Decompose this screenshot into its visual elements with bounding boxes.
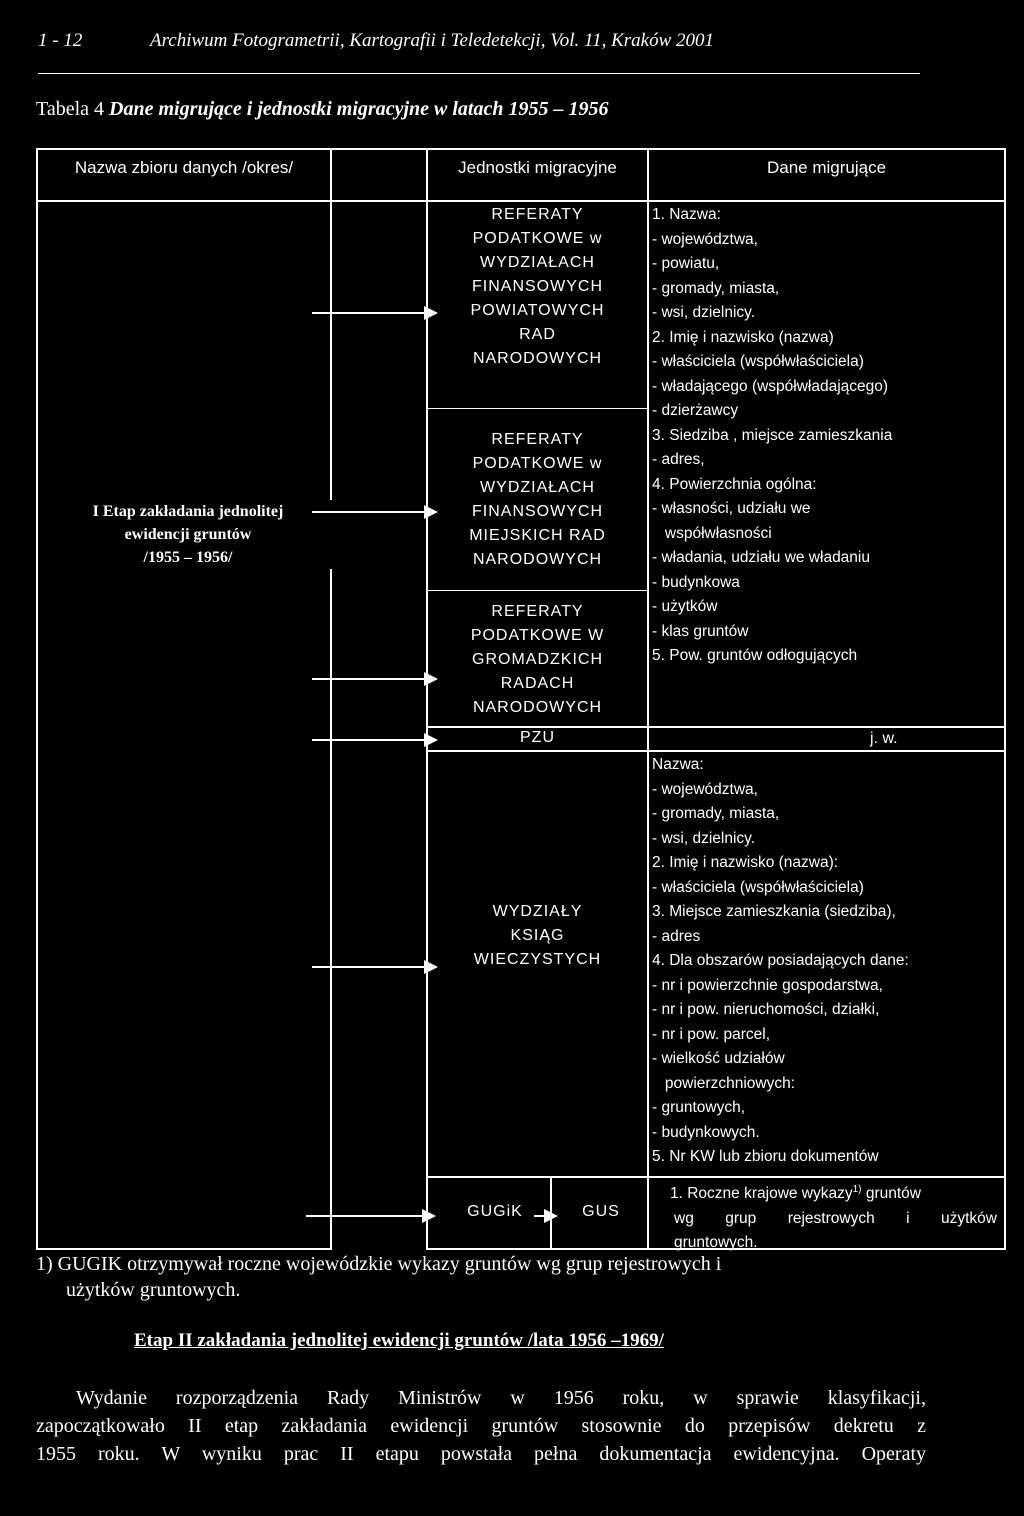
arrow-head-icon — [424, 733, 438, 747]
header-rule — [38, 73, 920, 74]
arrow-head-icon — [424, 505, 438, 519]
migrating-data-list-1: 1. Nazwa: - województwa, - powiatu, - gromady, miasta, - wsi, dzielnicy. 2. Imię i nazwisko (nazwa) - właściciela (współwłaściciela) - władającego (współwładającego) - dzierżawcy 3. Siedziba , miejsce zamieszkania - adres, 4. Powierzchnia ogólna: - własności, udziału we współwłasności - władania, udziału we władaniu - budynkowa - użytków - klas gruntów 5. Pow. gruntów odłogujących — [652, 206, 893, 664]
stage-label: I Etap zakładania jednolitej ewidencji gruntów /1955 – 1956/ — [38, 500, 338, 569]
migrating-data-list-2: Nazwa: - województwa, - gromady, miasta, - wsi, dzielnicy. 2. Imię i nazwisko (nazwa): - właściciela (współwłaściciela) 3. Miejsce zamieszkania (siedziba), - adres 4. Dla obszarów posiadających dane: - nr i powierzchnie gospodarstwa, - nr i pow. nieruchomości, działki, - nr i pow. parcel, - wielkość udziałów powierzchniowych: - gruntowych, - budynkowych. 5. Nr KW lub zbioru dokumentów — [652, 756, 909, 1165]
same-as-above: j. w. — [870, 730, 898, 747]
page-number: 1 - 12 — [38, 30, 83, 51]
arrow-head-icon — [544, 1209, 558, 1223]
arrow-head-icon — [424, 672, 438, 686]
arrow-line — [312, 966, 424, 968]
header-row-border — [36, 200, 1006, 202]
arrow-line — [312, 312, 424, 314]
table-left-border — [36, 148, 38, 1250]
arrow-head-icon — [422, 1209, 436, 1223]
pzu-row-bottom-border — [428, 750, 1006, 752]
arrow-line — [312, 678, 424, 680]
migrating-data-list-3: 1. Roczne krajowe wykazy$^{1)}$ gruntów wg grup rejestrowych i użytków gruntowych. — [670, 1184, 997, 1252]
arrow-line — [312, 511, 424, 513]
unit-gromadzkie: REFERATY PODATKOWE W GROMADZKICH RADACH NARODOWYCH — [470, 603, 605, 716]
section-heading: Etap II zakładania jednolitej ewidencji gruntów /lata 1956 –1969/ — [134, 1330, 664, 1351]
arrow-head-icon — [424, 960, 438, 974]
table-caption-title: Dane migrujące i jednostki migracyjne w latach 1955 – 1956 — [109, 98, 609, 120]
table-caption-label: Tabela 4 — [36, 98, 105, 120]
arrow-head-icon — [424, 306, 438, 320]
unit-gugik: GUGiK — [467, 1203, 523, 1220]
unit-separator — [428, 408, 647, 409]
unit-miejskie: REFERATY PODATKOWE w WYDZIAŁACH FINANSOWYCH MIEJSKICH RAD NARODOWYCH — [469, 431, 606, 568]
body-paragraph: Wydanie rozporządzenia Rady Ministrów w 1956 roku, w sprawie klasyfikacji, zapoczątkowało II etap zakładania ewidencji gruntów stosownie do przepisów dekretu z 1955 roku. W wyniku prac II etapu powstała pełna dokumentacja ewidencyjna. Operaty — [36, 1387, 926, 1465]
table-top-border — [36, 148, 1006, 150]
col-header-dataset: Nazwa zbioru danych /okres/ — [74, 158, 294, 177]
unit-powiatowe: REFERATY PODATKOWE w WYDZIAŁACH FINANSOWYCH POWIATOWYCH RAD NARODOWYCH — [470, 206, 605, 367]
col-header-data: Dane migrujące — [766, 158, 887, 177]
table-right-border — [1004, 148, 1006, 1250]
col-header-units: Jednostki migracyjne — [458, 158, 617, 177]
unit-separator — [428, 590, 647, 591]
unit-pzu: PZU — [520, 729, 555, 746]
table-caption — [36, 98, 608, 121]
unit-gus: GUS — [582, 1203, 620, 1220]
journal-title: Archiwum Fotogrametrii, Kartografii i Teledetekcji, Vol. 11, Kraków 2001 — [150, 30, 714, 51]
arrow-line — [312, 739, 424, 741]
unit-ksiegi-wieczyste: WYDZIAŁY KSIĄG WIECZYSTYCH — [473, 903, 602, 968]
arrow-line — [306, 1215, 424, 1217]
col2-right-border — [647, 148, 649, 1250]
col1-bottom-border — [36, 1248, 331, 1250]
footnote: 1) GUGIK otrzymywał roczne wojewódzkie wykazy gruntów wg grup rejestrowych i użytków gruntowych. — [36, 1253, 722, 1301]
